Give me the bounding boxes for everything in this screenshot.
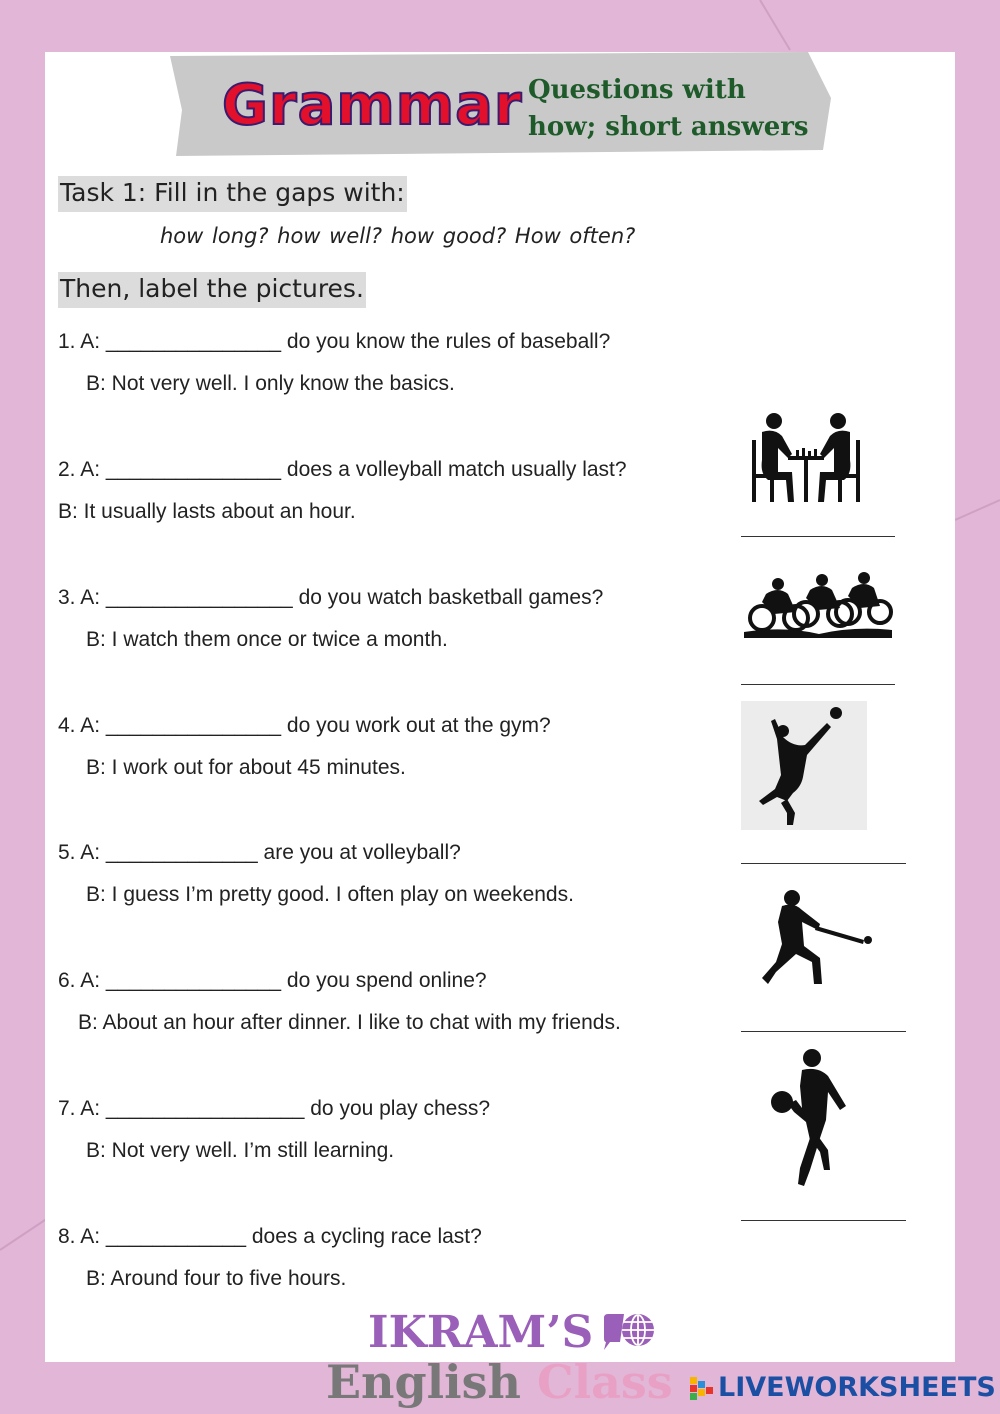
answer-options: how long? how well? how good? How often? (160, 224, 636, 248)
label-blank-3[interactable] (741, 863, 906, 864)
question-5-b: B: I guess I’m pretty good. I often play on weekends. (86, 883, 574, 906)
basketball-player-icon (770, 1046, 850, 1188)
question-7-a[interactable]: 7. A: _________________ do you play chess? (58, 1097, 491, 1120)
speech-globe-icon (600, 1312, 658, 1358)
label-blank-5[interactable] (741, 1220, 906, 1221)
page-title: Grammar (222, 73, 523, 138)
question-5-a[interactable]: 5. A: _____________ are you at volleyball? (58, 841, 461, 864)
label-blank-4[interactable] (741, 1031, 906, 1032)
question-3-a[interactable]: 3. A: ________________ do you watch basketball games? (58, 586, 604, 609)
cyclists-icon (744, 572, 894, 642)
liveworksheets-watermark: LIVEWORKSHEETS (718, 1372, 996, 1403)
question-4-b: B: I work out for about 45 minutes. (86, 756, 406, 779)
question-2-b: B: It usually lasts about an hour. (58, 500, 356, 523)
question-6-b: B: About an hour after dinner. I like to chat with my friends. (78, 1011, 621, 1034)
baseball-batter-icon (760, 888, 878, 992)
english-class-logo: English Class (326, 1355, 673, 1409)
question-3-b: B: I watch them once or twice a month. (86, 628, 448, 651)
question-6-a[interactable]: 6. A: _______________ do you spend online? (58, 969, 487, 992)
question-8-a[interactable]: 8. A: ____________ does a cycling race last? (58, 1225, 482, 1248)
task-instruction-2: Then, label the pictures. (58, 272, 366, 308)
liveworksheets-logo-icon (690, 1377, 714, 1401)
question-1-b: B: Not very well. I only know the basics. (86, 372, 455, 395)
label-blank-1[interactable] (741, 536, 895, 537)
ikrams-logo: IKRAM’S (368, 1307, 594, 1358)
label-blank-2[interactable] (741, 684, 895, 685)
task-instruction: Task 1: Fill in the gaps with: (58, 176, 407, 212)
question-8-b: B: Around four to five hours. (86, 1267, 347, 1290)
chess-players-icon (748, 410, 864, 506)
volleyball-player-icon (741, 701, 867, 830)
question-2-a[interactable]: 2. A: _______________ does a volleyball match usually last? (58, 458, 627, 481)
page-subtitle: Questions with how; short answers (528, 75, 809, 142)
question-4-a[interactable]: 4. A: _______________ do you work out at the gym? (58, 714, 551, 737)
question-1-a[interactable]: 1. A: _______________ do you know the rules of baseball? (58, 330, 611, 353)
question-7-b: B: Not very well. I’m still learning. (86, 1139, 395, 1162)
